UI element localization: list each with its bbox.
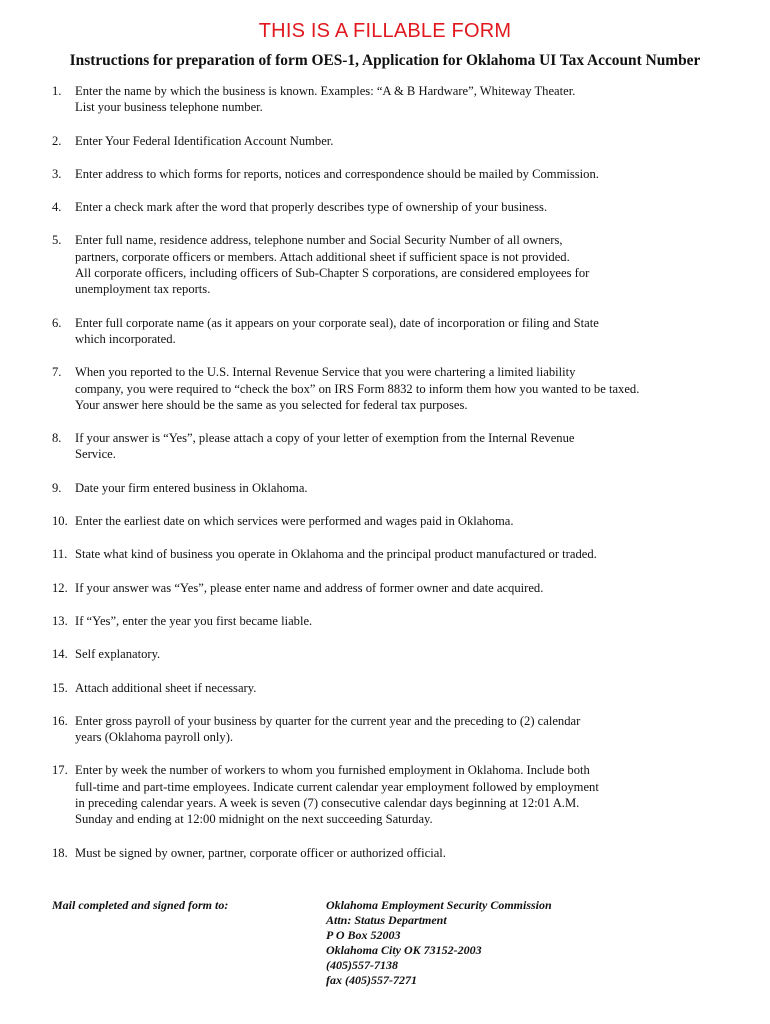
instruction-item — [52, 680, 742, 696]
item-text-line: in preceding calendar years. A week is seven (7) consecutive calendar days beginning at 12:01 A.M. — [75, 796, 580, 811]
item-number: 17. — [52, 763, 68, 778]
item-text-line: State what kind of business you operate in Oklahoma and the principal product manufactured or traded. — [75, 547, 597, 562]
instruction-item — [52, 315, 742, 348]
item-number: 12. — [52, 580, 68, 595]
instruction-item — [52, 133, 742, 149]
instruction-item — [52, 83, 742, 116]
item-number: 14. — [52, 647, 68, 662]
item-text-line: All corporate officers, including officers of Sub-Chapter S corporations, are considered employees for — [75, 266, 590, 281]
item-number: 6. — [52, 315, 62, 330]
fillable-form-banner: THIS IS A FILLABLE FORM — [258, 20, 512, 42]
item-text-line: Enter by week the number of workers to whom you furnished employment in Oklahoma. Include both — [75, 763, 590, 778]
mailing-address — [326, 898, 552, 988]
item-text-line: partners, corporate officers or members. Attach additional sheet if sufficient space is not provided. — [75, 249, 570, 264]
item-text-line: Your answer here should be the same as you selected for federal tax purposes. — [75, 397, 468, 412]
item-text-line: Attach additional sheet if necessary. — [75, 680, 257, 695]
instructions-list — [52, 83, 742, 861]
item-text-line: which incorporated. — [75, 331, 176, 346]
address-line: Attn: Status Department — [326, 913, 447, 927]
item-text-line: Enter full corporate name (as it appears on your corporate seal), date of incorporation or filing and State — [75, 315, 599, 330]
item-number: 8. — [52, 431, 62, 446]
item-text-line: List your business telephone number. — [75, 100, 263, 115]
item-text-line: Service. — [75, 447, 116, 462]
item-number: 9. — [52, 480, 62, 495]
item-number: 5. — [52, 233, 62, 248]
item-number: 1. — [52, 84, 62, 98]
item-text-line: Enter Your Federal Identification Account Number. — [75, 133, 334, 148]
item-text-line: If “Yes”, enter the year you first became liable. — [75, 613, 313, 628]
item-number: 11. — [52, 547, 68, 562]
instruction-item — [52, 430, 742, 463]
item-number: 15. — [52, 680, 68, 695]
item-number: 10. — [52, 514, 68, 529]
address-line: P O Box 52003 — [326, 928, 401, 942]
mail-label: Mail completed and signed form to: — [52, 898, 229, 912]
item-number: 18. — [52, 845, 68, 860]
instruction-item — [52, 166, 742, 182]
item-text-line: Enter address to which forms for reports, notices and correspondence should be mailed by Commission. — [75, 166, 599, 181]
instruction-item — [52, 364, 742, 413]
address-line: (405)557-7138 — [326, 958, 398, 972]
instruction-item — [52, 713, 742, 746]
item-text-line: unemployment tax reports. — [75, 282, 211, 297]
instruction-item — [52, 580, 742, 596]
instruction-item — [52, 199, 742, 215]
item-text-line: company, you were required to “check the box” on IRS Form 8832 to inform them how you wanted to be taxed. — [75, 381, 640, 396]
address-line: fax (405)557-7271 — [326, 973, 417, 987]
page-title: Instructions for preparation of form OES-1, Application for Oklahoma UI Tax Account Number — [69, 52, 701, 69]
item-number: 7. — [52, 365, 62, 380]
instruction-item — [52, 513, 742, 529]
item-text-line: If your answer is “Yes”, please attach a copy of your letter of exemption from the Internal Revenue — [75, 431, 575, 446]
item-number: 13. — [52, 613, 68, 628]
item-text-line: When you reported to the U.S. Internal Revenue Service that you were chartering a limited liability — [75, 365, 576, 380]
address-line: Oklahoma City OK 73152-2003 — [326, 943, 482, 957]
item-text-line: Sunday and ending at 12:00 midnight on the next succeeding Saturday. — [75, 812, 433, 827]
instruction-item — [52, 646, 742, 662]
item-text-line: Date your firm entered business in Oklahoma. — [75, 480, 308, 495]
instruction-item — [52, 480, 742, 496]
item-text-line: years (Oklahoma payroll only). — [75, 730, 234, 745]
item-text-line: Enter gross payroll of your business by quarter for the current year and the preceding to (2) calendar — [75, 713, 581, 728]
item-number: 16. — [52, 713, 68, 728]
item-text-line: Self explanatory. — [75, 647, 161, 662]
item-text-line: If your answer was “Yes”, please enter name and address of former owner and date acquired. — [75, 580, 544, 595]
item-text-line: Enter full name, residence address, telephone number and Social Security Number of all owners, — [75, 233, 563, 248]
item-number: 3. — [52, 166, 62, 181]
item-text-line: full-time and part-time employees. Indicate current calendar year employment followed by employment — [75, 779, 599, 794]
instruction-item — [52, 546, 742, 562]
address-line: Oklahoma Employment Security Commission — [326, 898, 552, 912]
item-text-line: Enter the earliest date on which services were performed and wages paid in Oklahoma. — [75, 514, 514, 529]
item-number: 2. — [52, 133, 62, 148]
item-text-line: Must be signed by owner, partner, corporate officer or authorized official. — [75, 845, 446, 860]
item-text-line: Enter the name by which the business is known. Examples: “A & B Hardware”, Whiteway Theater. — [75, 84, 576, 98]
instruction-item — [52, 613, 742, 629]
instruction-item — [52, 845, 742, 861]
item-number: 4. — [52, 200, 62, 215]
instruction-item — [52, 232, 742, 297]
instruction-item — [52, 762, 742, 827]
item-text-line: Enter a check mark after the word that properly describes type of ownership of your business. — [75, 200, 548, 215]
